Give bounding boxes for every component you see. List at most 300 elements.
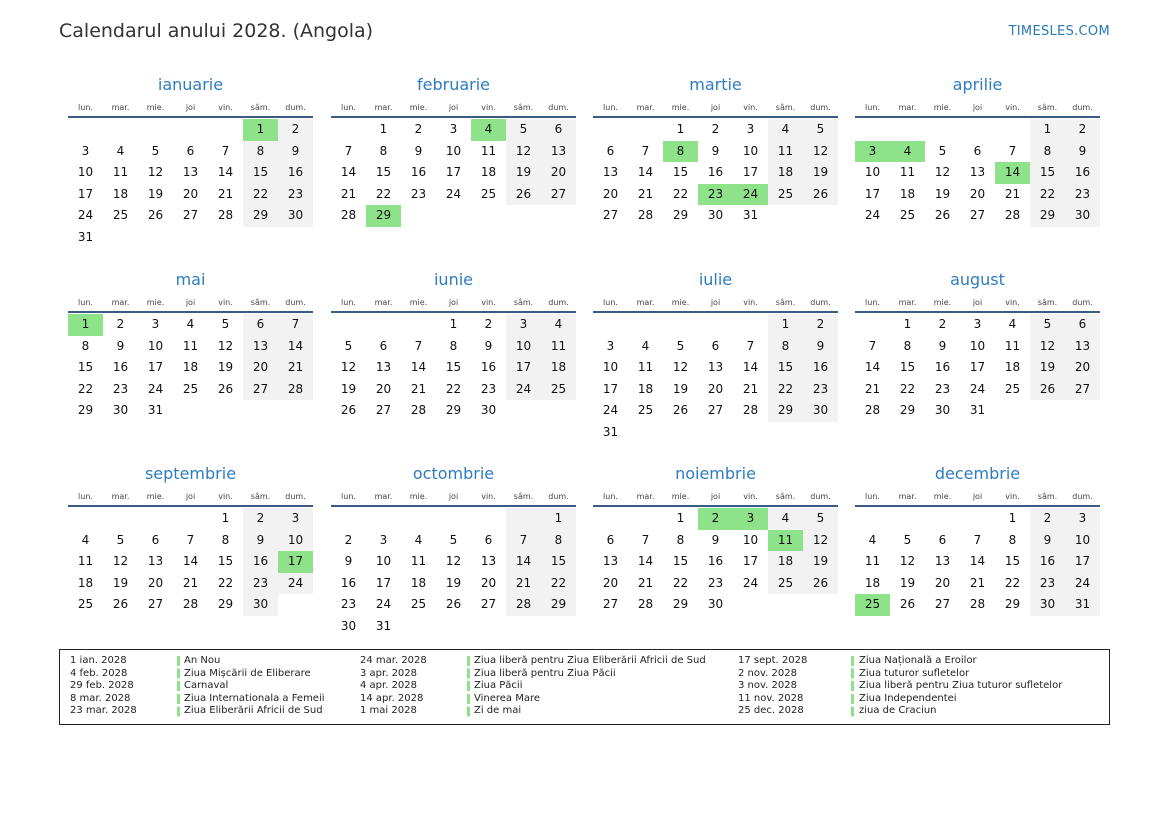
- weekday-header: mar.: [374, 103, 393, 112]
- calendar-day: 7: [344, 143, 353, 158]
- calendar-day: 15: [768, 357, 803, 379]
- weekday-header: mar.: [111, 492, 130, 501]
- weekday-header: sâm.: [775, 492, 796, 501]
- calendar-day: 19: [506, 162, 541, 184]
- empty-day: [541, 400, 576, 422]
- calendar-day: 16: [340, 575, 357, 590]
- calendar-day: 19: [217, 360, 234, 375]
- calendar-day: 8: [1008, 532, 1017, 547]
- calendar-day: 26: [1030, 379, 1065, 401]
- empty-day: [506, 508, 541, 530]
- empty-day: [803, 205, 838, 227]
- calendar-day: 24: [77, 208, 94, 223]
- calendar-day: 22: [375, 186, 392, 201]
- calendar-day: 27: [707, 403, 724, 418]
- calendar-day: 5: [803, 119, 838, 141]
- month-name: mai: [175, 270, 206, 289]
- month-name: decembrie: [934, 464, 1021, 483]
- calendar-day: 14: [637, 554, 654, 569]
- weekday-header: dum.: [810, 103, 831, 112]
- calendar-day: 10: [506, 336, 541, 358]
- weekday-header: vin.: [1005, 492, 1020, 501]
- calendar-day: 11: [410, 554, 427, 569]
- calendar-day: 7: [973, 532, 982, 547]
- calendar-day: 16: [934, 360, 951, 375]
- calendar-day: 26: [147, 208, 164, 223]
- calendar-day: 31: [742, 208, 759, 223]
- weekday-header: sâm.: [775, 298, 796, 307]
- legend-date: 1 mai 2028: [360, 705, 417, 717]
- weekday-header: mar.: [898, 298, 917, 307]
- empty-day: [138, 508, 173, 530]
- empty-day: [768, 594, 803, 616]
- calendar-day: 31: [969, 403, 986, 418]
- calendar-day: 23: [1065, 184, 1100, 206]
- weekday-header: mie.: [409, 298, 428, 307]
- empty-day: [138, 119, 173, 141]
- calendar-day: 20: [541, 162, 576, 184]
- empty-day: [803, 594, 838, 616]
- calendar-day: 30: [480, 403, 497, 418]
- calendar-day: 11: [768, 141, 803, 163]
- calendar-day: 25: [768, 184, 803, 206]
- calendar-day: 9: [344, 554, 353, 569]
- calendar-day: 8: [449, 338, 458, 353]
- month-name: noiembrie: [675, 464, 756, 483]
- calendar-day: 4: [186, 317, 195, 331]
- month-iulie: [593, 269, 838, 444]
- weekday-header: lun.: [341, 492, 356, 501]
- weekday-header: mar.: [374, 298, 393, 307]
- legend-holiday: Ziua Mișcării de Eliberare: [184, 667, 311, 679]
- weekday-header: dum.: [548, 298, 569, 307]
- calendar-day: 23: [934, 381, 951, 396]
- weekday-header: mar.: [898, 492, 917, 501]
- calendar-day: 5: [116, 532, 125, 547]
- calendar-day: 29: [672, 597, 689, 612]
- header-divider: [331, 311, 576, 313]
- empty-day: [436, 508, 471, 530]
- calendar-day: 28: [506, 594, 541, 616]
- calendar-day: 4: [414, 532, 423, 547]
- empty-day: [663, 314, 698, 336]
- calendar-day: 30: [1030, 594, 1065, 616]
- calendar-day: 17: [602, 381, 619, 396]
- calendar-day: 3: [1065, 508, 1100, 530]
- calendar-day: 9: [278, 141, 313, 163]
- month-name: septembrie: [144, 464, 237, 483]
- calendar-day: 21: [340, 186, 357, 201]
- calendar-day: 21: [410, 381, 427, 396]
- calendar-day: 15: [1004, 554, 1021, 569]
- calendar-day: 7: [414, 338, 423, 353]
- calendar-day: 26: [445, 597, 462, 612]
- legend-holiday: Zi de mai: [474, 705, 522, 717]
- calendar-day: 5: [803, 508, 838, 530]
- calendar-day: 16: [1065, 162, 1100, 184]
- calendar-day: 2: [803, 314, 838, 336]
- calendar-day: 27: [182, 208, 199, 223]
- calendar-day: 1: [449, 317, 458, 331]
- calendar-day: 24: [969, 381, 986, 396]
- calendar-day: 9: [803, 336, 838, 358]
- weekday-header: lun.: [603, 103, 618, 112]
- calendar-day: 26: [506, 184, 541, 206]
- empty-day: [68, 508, 103, 530]
- month-septembrie: [68, 463, 313, 616]
- calendar-day: 5: [1030, 314, 1065, 336]
- calendar-day: 20: [707, 381, 724, 396]
- calendar-day: 31: [602, 424, 619, 439]
- calendar-day: 21: [969, 575, 986, 590]
- calendar-day: 12: [899, 554, 916, 569]
- legend-date: 4 apr. 2028: [360, 680, 418, 692]
- calendar-day: 10: [1065, 530, 1100, 552]
- calendar-day: 4: [768, 508, 803, 530]
- calendar-day: 14: [969, 554, 986, 569]
- calendar-day: 26: [934, 208, 951, 223]
- empty-day: [278, 227, 313, 249]
- month-grid: [331, 291, 576, 422]
- calendar-day: 11: [1004, 338, 1021, 353]
- calendar-day: 4: [868, 532, 877, 547]
- calendar-day: 12: [803, 530, 838, 552]
- calendar-day: 3: [746, 122, 755, 136]
- calendar-day: 3: [606, 338, 615, 353]
- calendar-day: 21: [278, 357, 313, 379]
- weekday-header: sâm.: [1037, 103, 1058, 112]
- calendar-day: 16: [707, 554, 724, 569]
- weekday-header: mar.: [636, 492, 655, 501]
- calendar-day: 18: [864, 575, 881, 590]
- calendar-day: 1: [1030, 119, 1065, 141]
- empty-day: [471, 616, 506, 638]
- empty-day: [331, 119, 366, 141]
- legend-holiday: Ziua tuturor sufletelor: [859, 667, 970, 679]
- legend-names-3: [859, 655, 1062, 718]
- month-name: august: [950, 270, 1005, 289]
- weekday-header: dum.: [285, 298, 306, 307]
- calendar-day: 19: [803, 551, 838, 573]
- weekday-header: sâm.: [513, 298, 534, 307]
- calendar-day: 22: [899, 381, 916, 396]
- weekday-header: vin.: [481, 103, 496, 112]
- calendar-day: 25: [480, 186, 497, 201]
- empty-day: [1065, 400, 1100, 422]
- empty-day: [628, 508, 663, 530]
- empty-day: [628, 119, 663, 141]
- month-grid: [331, 485, 576, 638]
- calendar-day: 13: [375, 360, 392, 375]
- legend-date: 4 feb. 2028: [70, 667, 128, 679]
- legend-holiday: An Nou: [184, 655, 221, 666]
- empty-day: [855, 508, 890, 530]
- calendar-day: 10: [742, 532, 759, 547]
- weekday-header: joi: [972, 103, 983, 112]
- calendar-day: 19: [1030, 357, 1065, 379]
- empty-day: [401, 508, 436, 530]
- legend-date: 11 nov. 2028: [738, 692, 804, 704]
- weekday-header: lun.: [78, 492, 93, 501]
- calendar-day: 1: [221, 511, 230, 525]
- calendar-day: 22: [243, 184, 278, 206]
- calendar-day: 30: [707, 208, 724, 223]
- empty-day: [506, 616, 541, 638]
- empty-day: [855, 314, 890, 336]
- calendar-day: 8: [541, 530, 576, 552]
- header-divider: [593, 116, 838, 118]
- weekday-header: vin.: [481, 492, 496, 501]
- calendar-day: 21: [182, 575, 199, 590]
- calendar-day: 30: [340, 618, 357, 633]
- calendar-day: 29: [899, 403, 916, 418]
- legend-dates-2: [360, 655, 427, 718]
- calendar-day: 20: [602, 575, 619, 590]
- calendar-day: 9: [711, 532, 720, 547]
- calendar-day: 30: [934, 403, 951, 418]
- calendar-day: 20: [602, 186, 619, 201]
- empty-day: [366, 508, 401, 530]
- calendar-day: 7: [868, 338, 877, 353]
- holiday-day: 11: [768, 530, 803, 552]
- weekday-header: joi: [448, 298, 459, 307]
- calendar-day: 24: [742, 575, 759, 590]
- legend-holiday: Ziua Independentei: [859, 692, 957, 704]
- calendar-day: 23: [340, 597, 357, 612]
- calendar-day: 15: [672, 165, 689, 180]
- month-grid: [593, 485, 838, 616]
- calendar-day: 12: [803, 141, 838, 163]
- calendar-day: 12: [445, 554, 462, 569]
- calendar-day: 8: [903, 338, 912, 353]
- month-grid: [855, 291, 1100, 422]
- header-divider: [855, 116, 1100, 118]
- calendar-day: 29: [77, 403, 94, 418]
- calendar-day: 26: [112, 597, 129, 612]
- calendar-day: 9: [938, 338, 947, 353]
- calendar-day: 11: [541, 336, 576, 358]
- legend-date: 1 ian. 2028: [70, 655, 127, 666]
- weekday-header: joi: [710, 103, 721, 112]
- calendar-day: 30: [803, 400, 838, 422]
- legend-holiday: ziua de Craciun: [859, 705, 937, 717]
- calendar-day: 19: [934, 186, 951, 201]
- calendar-day: 7: [506, 530, 541, 552]
- calendar-day: 17: [1065, 551, 1100, 573]
- empty-day: [243, 227, 278, 249]
- weekday-header: dum.: [810, 298, 831, 307]
- holiday-day: 1: [243, 119, 278, 141]
- calendar-day: 9: [711, 143, 720, 158]
- weekday-header: dum.: [1072, 103, 1093, 112]
- calendar-day: 9: [116, 338, 125, 353]
- calendar-day: 18: [182, 360, 199, 375]
- calendar-day: 2: [711, 122, 720, 136]
- holiday-day: 3: [855, 141, 890, 163]
- calendar-day: 18: [77, 575, 94, 590]
- empty-day: [471, 508, 506, 530]
- holiday-day: 24: [733, 184, 768, 206]
- empty-day: [401, 205, 436, 227]
- empty-day: [768, 422, 803, 444]
- weekday-header: mie.: [146, 492, 165, 501]
- legend-holiday: Ziua liberă pentru Ziua Păcii: [474, 667, 616, 679]
- calendar-day: 15: [672, 554, 689, 569]
- calendar-day: 7: [641, 143, 650, 158]
- empty-day: [541, 205, 576, 227]
- empty-day: [366, 314, 401, 336]
- calendar-day: 28: [217, 208, 234, 223]
- empty-day: [698, 314, 733, 336]
- calendar-day: 19: [112, 575, 129, 590]
- calendar-day: 14: [742, 360, 759, 375]
- calendar-day: 4: [641, 338, 650, 353]
- empty-day: [1030, 400, 1065, 422]
- weekday-header: mar.: [111, 298, 130, 307]
- calendar-day: 3: [506, 314, 541, 336]
- weekday-header: sâm.: [1037, 492, 1058, 501]
- calendar-day: 29: [1030, 205, 1065, 227]
- empty-day: [960, 508, 995, 530]
- empty-day: [138, 227, 173, 249]
- weekday-header: joi: [448, 492, 459, 501]
- calendar-day: 1: [676, 511, 685, 525]
- calendar-day: 5: [506, 119, 541, 141]
- empty-day: [331, 508, 366, 530]
- weekday-header: dum.: [285, 103, 306, 112]
- calendar-day: 7: [278, 314, 313, 336]
- weekday-header: joi: [710, 298, 721, 307]
- calendar-day: 22: [768, 379, 803, 401]
- empty-day: [401, 616, 436, 638]
- calendar-day: 2: [938, 317, 947, 331]
- calendar-day: 1: [768, 314, 803, 336]
- legend-holiday: Vinerea Mare: [474, 692, 541, 704]
- weekday-header: vin.: [481, 298, 496, 307]
- empty-day: [506, 205, 541, 227]
- calendar-day: 15: [445, 360, 462, 375]
- calendar-day: 12: [217, 338, 234, 353]
- calendar-day: 27: [1065, 379, 1100, 401]
- calendar-day: 4: [768, 119, 803, 141]
- calendar-day: 21: [217, 186, 234, 201]
- holiday-day: 1: [68, 314, 103, 336]
- calendar-day: 10: [445, 143, 462, 158]
- weekday-header: vin.: [1005, 103, 1020, 112]
- legend-dates-1: [70, 655, 137, 718]
- calendar-day: 24: [506, 379, 541, 401]
- month-martie: [593, 74, 838, 227]
- calendar-day: 4: [81, 532, 90, 547]
- calendar-day: 13: [707, 360, 724, 375]
- empty-day: [890, 508, 925, 530]
- site-brand-link[interactable]: TIMESLES.COM: [1008, 24, 1110, 39]
- calendar-day: 22: [1030, 184, 1065, 206]
- empty-day: [995, 119, 1030, 141]
- calendar-day: 23: [480, 381, 497, 396]
- weekday-header: mar.: [898, 103, 917, 112]
- calendar-day: 30: [112, 403, 129, 418]
- calendar-day: 9: [1030, 530, 1065, 552]
- month-februarie: [331, 74, 576, 227]
- calendar-day: 18: [480, 165, 497, 180]
- calendar-day: 28: [340, 208, 357, 223]
- calendar-day: 20: [1065, 357, 1100, 379]
- calendar-day: 20: [480, 575, 497, 590]
- empty-day: [768, 205, 803, 227]
- month-grid: [593, 96, 838, 227]
- calendar-day: 28: [637, 208, 654, 223]
- empty-day: [628, 314, 663, 336]
- empty-day: [663, 422, 698, 444]
- calendar-day: 6: [186, 143, 195, 158]
- calendar-day: 26: [803, 573, 838, 595]
- empty-day: [925, 508, 960, 530]
- weekday-header: lun.: [603, 298, 618, 307]
- holiday-day: 29: [366, 205, 401, 227]
- empty-day: [103, 119, 138, 141]
- calendar-day: 29: [217, 597, 234, 612]
- calendar-day: 11: [899, 165, 916, 180]
- calendar-day: 16: [803, 357, 838, 379]
- legend-holiday: Ziua Internationala a Femeii: [184, 692, 325, 704]
- calendar-day: 23: [707, 575, 724, 590]
- holiday-day: 17: [278, 551, 313, 573]
- weekday-header: joi: [185, 298, 196, 307]
- calendar-day: 13: [147, 554, 164, 569]
- empty-day: [208, 400, 243, 422]
- empty-day: [803, 422, 838, 444]
- calendar-day: 18: [637, 381, 654, 396]
- weekday-header: dum.: [1072, 492, 1093, 501]
- month-decembrie: [855, 463, 1100, 616]
- calendar-day: 21: [506, 573, 541, 595]
- calendar-day: 29: [1004, 597, 1021, 612]
- calendar-day: 3: [379, 532, 388, 547]
- calendar-day: 24: [1065, 573, 1100, 595]
- calendar-day: 10: [278, 530, 313, 552]
- empty-day: [173, 400, 208, 422]
- month-august: [855, 269, 1100, 422]
- empty-day: [733, 594, 768, 616]
- calendar-day: 13: [969, 165, 986, 180]
- weekday-header: sâm.: [250, 492, 271, 501]
- weekday-header: joi: [185, 103, 196, 112]
- calendar-day: 6: [484, 532, 493, 547]
- calendar-day: 10: [375, 554, 392, 569]
- holiday-day: 8: [663, 141, 698, 163]
- calendar-day: 6: [541, 119, 576, 141]
- calendar-day: 6: [1065, 314, 1100, 336]
- calendar-day: 29: [243, 205, 278, 227]
- empty-day: [173, 119, 208, 141]
- month-name: octombrie: [412, 464, 495, 483]
- calendar-day: 21: [864, 381, 881, 396]
- calendar-day: 18: [112, 186, 129, 201]
- calendar-day: 31: [375, 618, 392, 633]
- weekday-header: sâm.: [513, 492, 534, 501]
- empty-day: [960, 119, 995, 141]
- calendar-day: 24: [375, 597, 392, 612]
- calendar-day: 14: [182, 554, 199, 569]
- calendar-day: 25: [637, 403, 654, 418]
- calendar-day: 16: [410, 165, 427, 180]
- calendar-day: 6: [151, 532, 160, 547]
- calendar-day: 2: [344, 532, 353, 547]
- calendar-day: 17: [506, 357, 541, 379]
- weekday-header: mie.: [671, 492, 690, 501]
- calendar-day: 3: [81, 143, 90, 158]
